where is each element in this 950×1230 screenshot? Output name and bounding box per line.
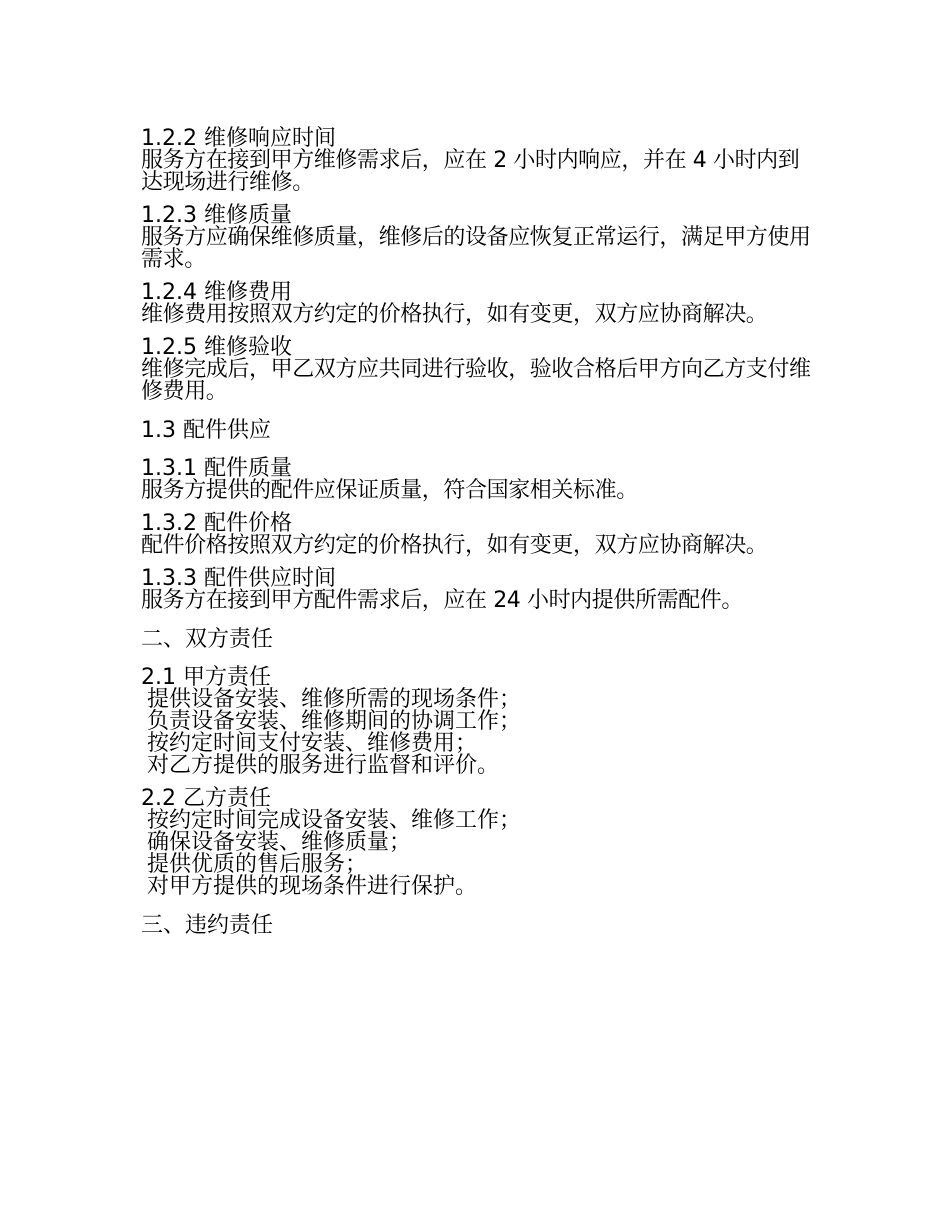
clause-heading: 1.3.3 配件供应时间: [141, 566, 336, 591]
section-heading-3: 三、违约责任: [141, 913, 274, 938]
list-item: 对乙方提供的服务进行监督和评价。: [147, 753, 500, 778]
clause-heading: 1.2.4 维修费用: [141, 280, 292, 305]
clause-heading: 1.3.2 配件价格: [141, 511, 292, 536]
list-item: 提供设备安装、维修所需的现场条件；: [147, 687, 522, 712]
list-item: 确保设备安装、维修质量；: [147, 830, 412, 855]
list-item: 对甲方提供的现场条件进行保护。: [147, 874, 478, 899]
clause-1-3-2: [141, 513, 813, 557]
clause-heading: 1.2.2 维修响应时间: [141, 126, 336, 151]
clause-text: 服务方在接到甲方维修需求后，应在 2 小时内响应，并在 4 小时内到达现场进行维修。: [141, 148, 800, 195]
document-page: [141, 128, 813, 953]
clause-1-2-3: [141, 205, 813, 271]
clause-1-2-5: [141, 337, 813, 403]
section-heading-1-3: 1.3 配件供应: [141, 418, 271, 443]
clause-2-2: [141, 788, 813, 898]
responsibility-list: [141, 810, 813, 898]
clause-1-2-4: [141, 282, 813, 326]
responsibility-list: [141, 689, 813, 777]
clause-text: 维修完成后，甲乙双方应共同进行验收，验收合格后甲方向乙方支付维修费用。: [141, 357, 811, 404]
clause-heading: 1.2.3 维修质量: [141, 203, 292, 228]
list-item: 按约定时间支付安装、维修费用；: [147, 731, 478, 756]
clause-heading: 1.2.5 维修验收: [141, 335, 292, 360]
list-item: 负责设备安装、维修期间的协调工作；: [147, 709, 522, 734]
list-item: 按约定时间完成设备安装、维修工作；: [147, 808, 522, 833]
clause-heading: 2.1 甲方责任: [141, 665, 271, 690]
section-heading-2: 二、双方责任: [141, 627, 274, 652]
clause-text: 服务方在接到甲方配件需求后，应在 24 小时内提供所需配件。: [141, 588, 743, 613]
clause-1-3-3: [141, 568, 813, 612]
clause-heading: 2.2 乙方责任: [141, 786, 271, 811]
clause-text: 服务方应确保维修质量，维修后的设备应恢复正常运行，满足甲方使用需求。: [141, 225, 811, 272]
clause-1-3-1: [141, 458, 813, 502]
list-item: 提供优质的售后服务；: [147, 852, 368, 877]
clause-heading: 1.3.1 配件质量: [141, 456, 292, 481]
clause-text: 配件价格按照双方约定的价格执行，如有变更，双方应协商解决。: [141, 533, 768, 558]
clause-1-2-2: [141, 128, 813, 194]
clause-text: 维修费用按照双方约定的价格执行，如有变更，双方应协商解决。: [141, 302, 768, 327]
clause-text: 服务方提供的配件应保证质量，符合国家相关标准。: [141, 478, 638, 503]
clause-2-1: [141, 667, 813, 777]
